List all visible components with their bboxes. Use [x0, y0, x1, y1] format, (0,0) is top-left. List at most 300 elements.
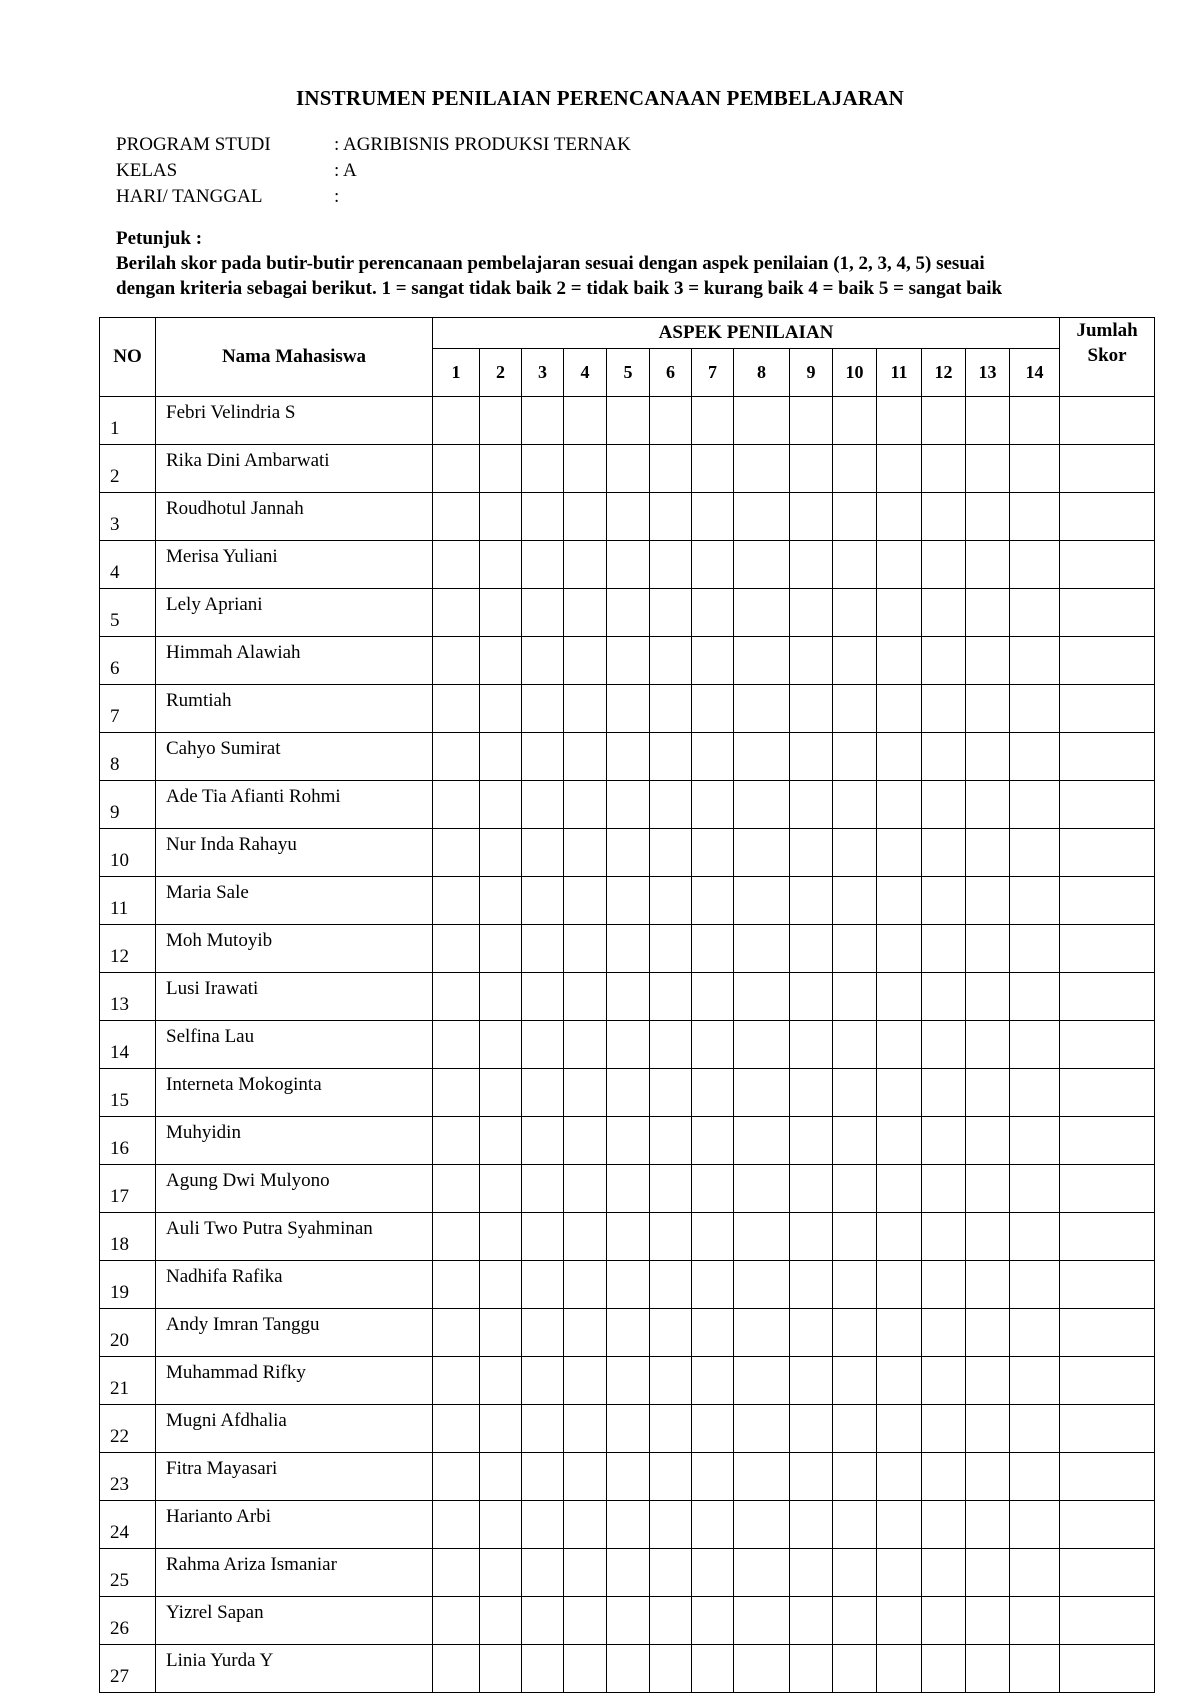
row-number: 24 — [100, 1501, 156, 1549]
score-cell-aspect-12 — [922, 1357, 966, 1405]
score-cell-aspect-10 — [833, 685, 877, 733]
score-cell-aspect-7 — [692, 1501, 734, 1549]
table-row — [100, 1405, 1155, 1453]
score-cell-aspect-5 — [607, 781, 650, 829]
score-cell-aspect-5 — [607, 1261, 650, 1309]
header-aspect-9: 9 — [790, 349, 833, 397]
total-score-cell — [1060, 1645, 1155, 1693]
score-cell-aspect-14 — [1010, 1165, 1060, 1213]
total-score-cell — [1060, 1213, 1155, 1261]
score-cell-aspect-11 — [877, 1549, 922, 1597]
score-cell-aspect-6 — [650, 1357, 692, 1405]
score-cell-aspect-2 — [480, 1261, 522, 1309]
score-cell-aspect-12 — [922, 1645, 966, 1693]
score-cell-aspect-14 — [1010, 1213, 1060, 1261]
score-cell-aspect-12 — [922, 1021, 966, 1069]
score-cell-aspect-5 — [607, 1501, 650, 1549]
score-cell-aspect-7 — [692, 1405, 734, 1453]
score-cell-aspect-14 — [1010, 781, 1060, 829]
total-score-cell — [1060, 445, 1155, 493]
score-cell-aspect-10 — [833, 1597, 877, 1645]
score-cell-aspect-14 — [1010, 493, 1060, 541]
score-cell-aspect-9 — [790, 1453, 833, 1501]
score-cell-aspect-3 — [522, 1261, 564, 1309]
score-cell-aspect-4 — [564, 1069, 607, 1117]
score-cell-aspect-3 — [522, 781, 564, 829]
score-cell-aspect-8 — [734, 1405, 790, 1453]
score-cell-aspect-12 — [922, 445, 966, 493]
score-cell-aspect-4 — [564, 1549, 607, 1597]
score-cell-aspect-5 — [607, 925, 650, 973]
score-cell-aspect-2 — [480, 589, 522, 637]
score-cell-aspect-3 — [522, 877, 564, 925]
table-row — [100, 1069, 1155, 1117]
score-cell-aspect-7 — [692, 781, 734, 829]
score-cell-aspect-11 — [877, 445, 922, 493]
header-aspect-10: 10 — [833, 349, 877, 397]
score-cell-aspect-13 — [966, 1309, 1010, 1357]
student-name: Auli Two Putra Syahminan — [156, 1213, 433, 1261]
score-cell-aspect-8 — [734, 1501, 790, 1549]
total-score-cell — [1060, 1309, 1155, 1357]
row-number: 20 — [100, 1309, 156, 1357]
score-cell-aspect-3 — [522, 493, 564, 541]
score-cell-aspect-10 — [833, 1645, 877, 1693]
score-cell-aspect-5 — [607, 1357, 650, 1405]
score-cell-aspect-7 — [692, 877, 734, 925]
table-row — [100, 1645, 1155, 1693]
table-row — [100, 1165, 1155, 1213]
score-cell-aspect-13 — [966, 397, 1010, 445]
score-cell-aspect-13 — [966, 637, 1010, 685]
header-aspect-4: 4 — [564, 349, 607, 397]
score-cell-aspect-2 — [480, 1357, 522, 1405]
score-cell-aspect-4 — [564, 445, 607, 493]
score-cell-aspect-3 — [522, 397, 564, 445]
score-cell-aspect-2 — [480, 1069, 522, 1117]
score-cell-aspect-11 — [877, 781, 922, 829]
score-cell-aspect-4 — [564, 925, 607, 973]
score-cell-aspect-3 — [522, 1645, 564, 1693]
score-cell-aspect-2 — [480, 1117, 522, 1165]
score-cell-aspect-12 — [922, 973, 966, 1021]
table-row — [100, 637, 1155, 685]
score-cell-aspect-6 — [650, 1021, 692, 1069]
score-cell-aspect-1 — [433, 877, 480, 925]
total-score-cell — [1060, 1069, 1155, 1117]
score-cell-aspect-5 — [607, 397, 650, 445]
student-name: Fitra Mayasari — [156, 1453, 433, 1501]
score-cell-aspect-8 — [734, 1549, 790, 1597]
score-cell-aspect-9 — [790, 1549, 833, 1597]
score-cell-aspect-7 — [692, 445, 734, 493]
total-score-cell — [1060, 493, 1155, 541]
header-aspect-2: 2 — [480, 349, 522, 397]
score-cell-aspect-6 — [650, 397, 692, 445]
meta-row-program — [116, 132, 631, 158]
score-cell-aspect-11 — [877, 1117, 922, 1165]
score-cell-aspect-5 — [607, 1021, 650, 1069]
score-cell-aspect-5 — [607, 1453, 650, 1501]
score-cell-aspect-13 — [966, 925, 1010, 973]
score-cell-aspect-11 — [877, 733, 922, 781]
header-jumlah-line1: Jumlah — [1076, 320, 1138, 341]
score-cell-aspect-6 — [650, 493, 692, 541]
score-cell-aspect-3 — [522, 637, 564, 685]
score-cell-aspect-10 — [833, 925, 877, 973]
score-cell-aspect-14 — [1010, 1309, 1060, 1357]
score-cell-aspect-10 — [833, 1021, 877, 1069]
score-cell-aspect-8 — [734, 1261, 790, 1309]
score-cell-aspect-7 — [692, 1597, 734, 1645]
score-cell-aspect-13 — [966, 1261, 1010, 1309]
score-cell-aspect-14 — [1010, 1645, 1060, 1693]
score-cell-aspect-5 — [607, 1165, 650, 1213]
score-cell-aspect-11 — [877, 925, 922, 973]
score-cell-aspect-4 — [564, 1261, 607, 1309]
score-cell-aspect-1 — [433, 1165, 480, 1213]
score-cell-aspect-8 — [734, 397, 790, 445]
score-cell-aspect-8 — [734, 829, 790, 877]
score-cell-aspect-4 — [564, 397, 607, 445]
score-cell-aspect-7 — [692, 1261, 734, 1309]
total-score-cell — [1060, 397, 1155, 445]
score-cell-aspect-9 — [790, 829, 833, 877]
row-number: 15 — [100, 1069, 156, 1117]
row-number: 2 — [100, 445, 156, 493]
score-cell-aspect-10 — [833, 541, 877, 589]
score-cell-aspect-6 — [650, 829, 692, 877]
score-cell-aspect-3 — [522, 1597, 564, 1645]
score-cell-aspect-7 — [692, 1309, 734, 1357]
score-cell-aspect-9 — [790, 1261, 833, 1309]
header-aspect-14: 14 — [1010, 349, 1060, 397]
score-cell-aspect-12 — [922, 1453, 966, 1501]
row-number: 27 — [100, 1645, 156, 1693]
score-cell-aspect-8 — [734, 781, 790, 829]
score-cell-aspect-2 — [480, 1645, 522, 1693]
score-cell-aspect-6 — [650, 733, 692, 781]
score-cell-aspect-5 — [607, 685, 650, 733]
total-score-cell — [1060, 925, 1155, 973]
score-cell-aspect-6 — [650, 1309, 692, 1357]
student-name: Febri Velindria S — [156, 397, 433, 445]
row-number: 12 — [100, 925, 156, 973]
score-cell-aspect-3 — [522, 685, 564, 733]
student-name: Rumtiah — [156, 685, 433, 733]
score-cell-aspect-12 — [922, 781, 966, 829]
score-cell-aspect-3 — [522, 445, 564, 493]
score-cell-aspect-2 — [480, 829, 522, 877]
score-cell-aspect-1 — [433, 637, 480, 685]
score-cell-aspect-13 — [966, 1453, 1010, 1501]
score-cell-aspect-3 — [522, 1213, 564, 1261]
row-number: 25 — [100, 1549, 156, 1597]
score-cell-aspect-8 — [734, 733, 790, 781]
score-cell-aspect-11 — [877, 1069, 922, 1117]
header-aspect-11: 11 — [877, 349, 922, 397]
score-cell-aspect-14 — [1010, 973, 1060, 1021]
row-number: 19 — [100, 1261, 156, 1309]
meta-value: : AGRIBISNIS PRODUKSI TERNAK — [334, 134, 631, 155]
score-cell-aspect-11 — [877, 1645, 922, 1693]
total-score-cell — [1060, 829, 1155, 877]
score-cell-aspect-5 — [607, 445, 650, 493]
student-name: Agung Dwi Mulyono — [156, 1165, 433, 1213]
score-cell-aspect-14 — [1010, 1357, 1060, 1405]
header-name: Nama Mahasiswa — [156, 318, 433, 397]
score-cell-aspect-11 — [877, 1021, 922, 1069]
student-name: Moh Mutoyib — [156, 925, 433, 973]
score-cell-aspect-7 — [692, 1453, 734, 1501]
score-cell-aspect-10 — [833, 1357, 877, 1405]
score-cell-aspect-7 — [692, 685, 734, 733]
score-cell-aspect-9 — [790, 1645, 833, 1693]
score-cell-aspect-6 — [650, 1453, 692, 1501]
score-cell-aspect-13 — [966, 973, 1010, 1021]
score-cell-aspect-6 — [650, 1117, 692, 1165]
score-cell-aspect-3 — [522, 1309, 564, 1357]
score-cell-aspect-2 — [480, 781, 522, 829]
score-cell-aspect-6 — [650, 1645, 692, 1693]
score-cell-aspect-10 — [833, 397, 877, 445]
score-cell-aspect-4 — [564, 1453, 607, 1501]
score-cell-aspect-12 — [922, 1597, 966, 1645]
score-cell-aspect-6 — [650, 445, 692, 493]
student-name: Rahma Ariza Ismaniar — [156, 1549, 433, 1597]
score-cell-aspect-7 — [692, 1165, 734, 1213]
score-cell-aspect-6 — [650, 589, 692, 637]
score-cell-aspect-1 — [433, 1021, 480, 1069]
score-cell-aspect-2 — [480, 1213, 522, 1261]
table-row — [100, 973, 1155, 1021]
score-cell-aspect-6 — [650, 1501, 692, 1549]
row-number: 7 — [100, 685, 156, 733]
score-cell-aspect-4 — [564, 541, 607, 589]
score-cell-aspect-7 — [692, 1117, 734, 1165]
total-score-cell — [1060, 877, 1155, 925]
score-cell-aspect-12 — [922, 1117, 966, 1165]
score-cell-aspect-9 — [790, 493, 833, 541]
total-score-cell — [1060, 1405, 1155, 1453]
score-cell-aspect-5 — [607, 1117, 650, 1165]
score-cell-aspect-12 — [922, 1261, 966, 1309]
score-cell-aspect-3 — [522, 1501, 564, 1549]
table-row — [100, 493, 1155, 541]
instructions-line-1: Berilah skor pada butir-butir perencanaan pembelajaran sesuai dengan aspek penilaian (1, 2, 3, 4, 5) sesuai — [116, 253, 985, 274]
score-cell-aspect-8 — [734, 685, 790, 733]
total-score-cell — [1060, 685, 1155, 733]
row-number: 18 — [100, 1213, 156, 1261]
header-no: NO — [100, 318, 156, 397]
score-cell-aspect-9 — [790, 1405, 833, 1453]
student-name: Cahyo Sumirat — [156, 733, 433, 781]
score-cell-aspect-10 — [833, 493, 877, 541]
score-cell-aspect-13 — [966, 1645, 1010, 1693]
score-cell-aspect-9 — [790, 781, 833, 829]
score-cell-aspect-1 — [433, 541, 480, 589]
row-number: 4 — [100, 541, 156, 589]
score-cell-aspect-5 — [607, 1309, 650, 1357]
table-row — [100, 1357, 1155, 1405]
score-cell-aspect-13 — [966, 733, 1010, 781]
score-cell-aspect-14 — [1010, 685, 1060, 733]
score-cell-aspect-4 — [564, 733, 607, 781]
student-name: Nadhifa Rafika — [156, 1261, 433, 1309]
meta-value: : — [334, 186, 340, 207]
score-cell-aspect-13 — [966, 1357, 1010, 1405]
score-cell-aspect-4 — [564, 1165, 607, 1213]
header-aspect-6: 6 — [650, 349, 692, 397]
score-cell-aspect-10 — [833, 1069, 877, 1117]
table-row — [100, 1309, 1155, 1357]
student-name: Maria Sale — [156, 877, 433, 925]
score-cell-aspect-8 — [734, 1597, 790, 1645]
row-number: 6 — [100, 637, 156, 685]
score-cell-aspect-13 — [966, 1213, 1010, 1261]
score-cell-aspect-4 — [564, 829, 607, 877]
score-cell-aspect-12 — [922, 637, 966, 685]
score-cell-aspect-10 — [833, 973, 877, 1021]
score-cell-aspect-14 — [1010, 541, 1060, 589]
score-cell-aspect-11 — [877, 973, 922, 1021]
score-cell-aspect-6 — [650, 1597, 692, 1645]
score-cell-aspect-10 — [833, 1501, 877, 1549]
score-cell-aspect-9 — [790, 1597, 833, 1645]
score-cell-aspect-3 — [522, 973, 564, 1021]
score-cell-aspect-1 — [433, 1549, 480, 1597]
student-name: Linia Yurda Y — [156, 1645, 433, 1693]
score-cell-aspect-5 — [607, 1549, 650, 1597]
score-cell-aspect-12 — [922, 1405, 966, 1453]
score-cell-aspect-6 — [650, 781, 692, 829]
score-cell-aspect-1 — [433, 925, 480, 973]
score-cell-aspect-3 — [522, 1117, 564, 1165]
score-cell-aspect-6 — [650, 541, 692, 589]
score-cell-aspect-7 — [692, 925, 734, 973]
table-row — [100, 925, 1155, 973]
score-cell-aspect-1 — [433, 781, 480, 829]
student-name: Himmah Alawiah — [156, 637, 433, 685]
score-cell-aspect-4 — [564, 493, 607, 541]
score-cell-aspect-5 — [607, 589, 650, 637]
score-cell-aspect-11 — [877, 493, 922, 541]
score-cell-aspect-2 — [480, 685, 522, 733]
score-cell-aspect-7 — [692, 1021, 734, 1069]
row-number: 13 — [100, 973, 156, 1021]
score-cell-aspect-6 — [650, 1405, 692, 1453]
score-cell-aspect-8 — [734, 1069, 790, 1117]
total-score-cell — [1060, 637, 1155, 685]
score-cell-aspect-13 — [966, 877, 1010, 925]
score-cell-aspect-7 — [692, 733, 734, 781]
score-cell-aspect-13 — [966, 541, 1010, 589]
score-cell-aspect-1 — [433, 1645, 480, 1693]
score-cell-aspect-9 — [790, 1309, 833, 1357]
score-cell-aspect-9 — [790, 1501, 833, 1549]
table-row — [100, 1501, 1155, 1549]
score-cell-aspect-10 — [833, 445, 877, 493]
score-cell-aspect-13 — [966, 445, 1010, 493]
score-cell-aspect-1 — [433, 1261, 480, 1309]
score-cell-aspect-1 — [433, 589, 480, 637]
score-cell-aspect-2 — [480, 925, 522, 973]
score-cell-aspect-9 — [790, 1165, 833, 1213]
total-score-cell — [1060, 541, 1155, 589]
score-cell-aspect-5 — [607, 973, 650, 1021]
total-score-cell — [1060, 1597, 1155, 1645]
meta-row-kelas — [116, 158, 631, 184]
score-cell-aspect-5 — [607, 541, 650, 589]
score-cell-aspect-1 — [433, 1357, 480, 1405]
score-cell-aspect-14 — [1010, 1453, 1060, 1501]
row-number: 8 — [100, 733, 156, 781]
score-cell-aspect-5 — [607, 637, 650, 685]
score-cell-aspect-2 — [480, 1501, 522, 1549]
score-cell-aspect-3 — [522, 541, 564, 589]
score-cell-aspect-6 — [650, 1213, 692, 1261]
score-cell-aspect-2 — [480, 445, 522, 493]
score-cell-aspect-10 — [833, 589, 877, 637]
score-cell-aspect-3 — [522, 1549, 564, 1597]
score-cell-aspect-9 — [790, 445, 833, 493]
table-row — [100, 445, 1155, 493]
score-cell-aspect-2 — [480, 733, 522, 781]
score-cell-aspect-3 — [522, 1165, 564, 1213]
score-cell-aspect-3 — [522, 1405, 564, 1453]
score-cell-aspect-5 — [607, 829, 650, 877]
score-cell-aspect-12 — [922, 397, 966, 445]
score-cell-aspect-10 — [833, 637, 877, 685]
score-cell-aspect-13 — [966, 1597, 1010, 1645]
score-cell-aspect-1 — [433, 685, 480, 733]
score-cell-aspect-6 — [650, 925, 692, 973]
score-cell-aspect-11 — [877, 1261, 922, 1309]
score-cell-aspect-11 — [877, 397, 922, 445]
score-cell-aspect-1 — [433, 1597, 480, 1645]
student-name: Muhammad Rifky — [156, 1357, 433, 1405]
score-cell-aspect-2 — [480, 973, 522, 1021]
score-cell-aspect-11 — [877, 1405, 922, 1453]
table-row — [100, 1021, 1155, 1069]
meta-value: : A — [334, 160, 357, 181]
score-cell-aspect-13 — [966, 1165, 1010, 1213]
total-score-cell — [1060, 733, 1155, 781]
score-cell-aspect-9 — [790, 1117, 833, 1165]
table-row — [100, 1549, 1155, 1597]
score-cell-aspect-2 — [480, 877, 522, 925]
score-cell-aspect-9 — [790, 1069, 833, 1117]
score-cell-aspect-9 — [790, 541, 833, 589]
score-cell-aspect-8 — [734, 877, 790, 925]
score-cell-aspect-12 — [922, 733, 966, 781]
table-row — [100, 397, 1155, 445]
total-score-cell — [1060, 1021, 1155, 1069]
score-cell-aspect-7 — [692, 637, 734, 685]
score-cell-aspect-12 — [922, 685, 966, 733]
score-cell-aspect-8 — [734, 589, 790, 637]
score-cell-aspect-12 — [922, 1549, 966, 1597]
score-cell-aspect-8 — [734, 1453, 790, 1501]
student-name: Nur Inda Rahayu — [156, 829, 433, 877]
score-cell-aspect-2 — [480, 1549, 522, 1597]
score-cell-aspect-11 — [877, 1309, 922, 1357]
score-cell-aspect-11 — [877, 637, 922, 685]
row-number: 10 — [100, 829, 156, 877]
assessment-table — [99, 317, 1155, 1693]
score-cell-aspect-7 — [692, 973, 734, 1021]
score-cell-aspect-3 — [522, 1069, 564, 1117]
